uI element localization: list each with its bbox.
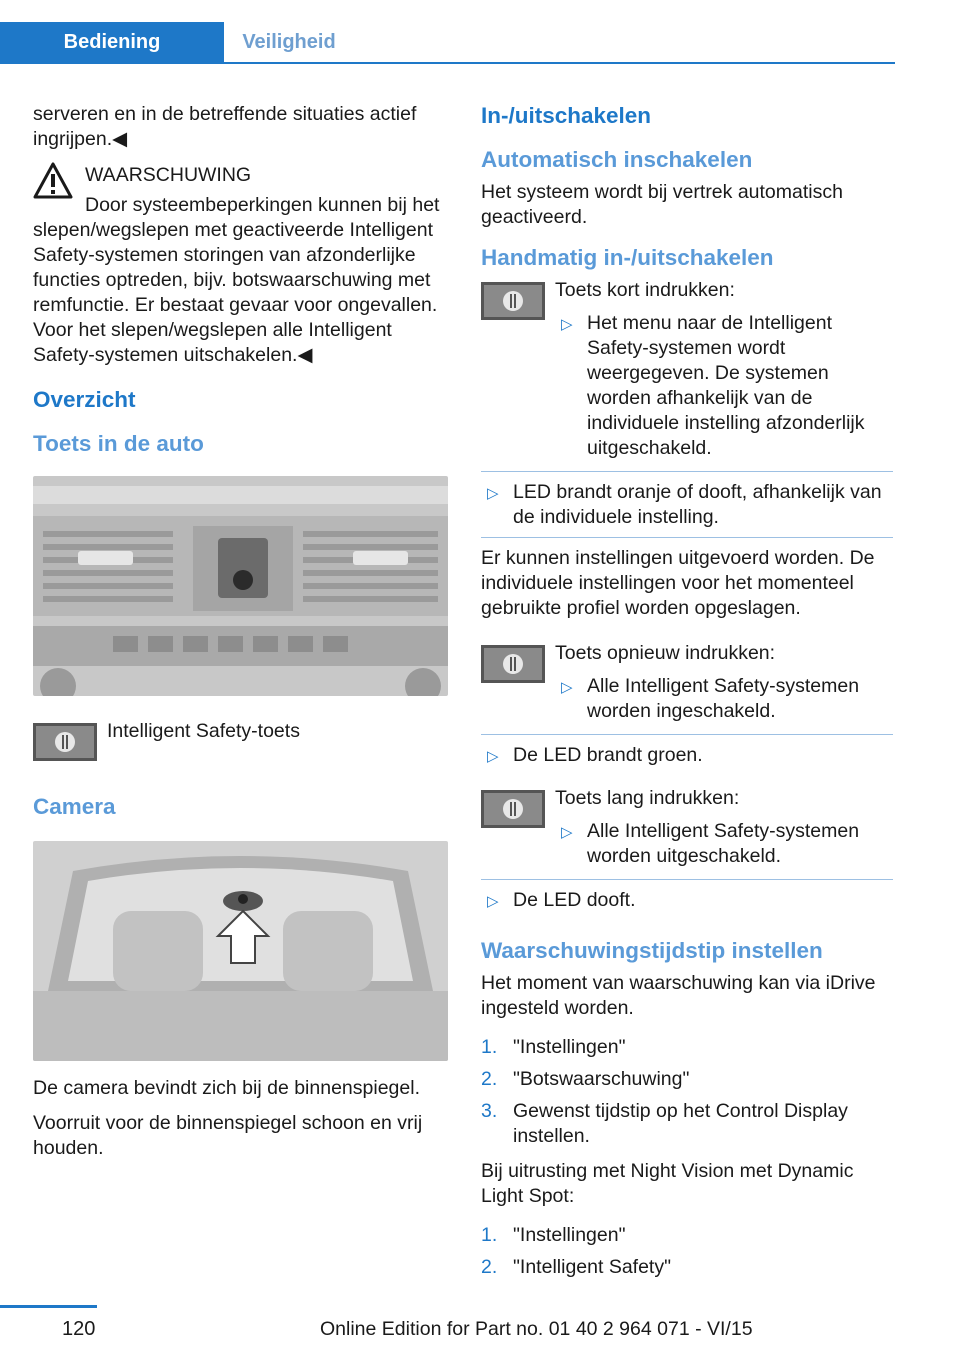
list-item: ▷ Alle Intelligent Safety-systemen worden ingeschakeld. [561,675,860,722]
heading-auto-on: Automatisch inschakelen [481,147,753,172]
heading-on-off: In-/uitschakelen [481,103,652,128]
list-item: 3. Gewenst tijdstip op het Control Display instellen. [481,1100,848,1147]
list-item: 2. "Intelligent Safety" [481,1256,672,1278]
safety-button-caption: Intelligent Safety-toets [107,720,300,742]
edition-info: Online Edition for Part no. 01 40 2 964 071 - VI/15 [320,1318,753,1340]
right-column [481,102,893,1290]
bullet-triangle-icon: ▷ [487,893,499,910]
long-press-list [555,819,893,869]
divider [481,537,893,538]
short-press-label: Toets kort indrukken: [555,279,735,301]
short-press-list [555,311,893,461]
camera-clean-text: Voorruit voor de binnenspiegel schoon en vrij houden. [33,1112,423,1159]
page-number: 120 [62,1318,96,1340]
heading-manual-on-off: Handmatig in-/uitschakelen [481,245,774,270]
again-press-row [481,641,893,724]
intro-text: serveren en in de betreffende situaties actief ingrijpen.◀ [33,103,417,150]
long-press-led-list [481,888,893,913]
heading-overview: Overzicht [33,387,136,412]
camera-location-text: De camera bevindt zich bij de binnenspiegel. [33,1077,420,1099]
chapter-tabs [0,22,895,64]
left-column [33,102,453,1171]
intelligent-safety-button-icon [481,790,545,828]
short-press-led-list [481,480,893,530]
intelligent-safety-button-icon [33,723,97,761]
intelligent-safety-button-icon [481,282,545,320]
bullet-triangle-icon: ▷ [561,316,573,333]
list-item: 1. "Instellingen" [481,1224,626,1246]
list-item: ▷ Het menu naar de Intelligent Safety-systemen wordt weergegeven. De systemen worden afhankelijk van de individuele instelling afzonderlijk uitgeschakeld. [561,312,865,459]
heading-button-in-car: Toets in de auto [33,431,204,456]
tab-veiligheid[interactable]: Veiligheid [242,31,336,53]
divider [481,471,893,472]
long-press-row [481,786,893,869]
safety-button-row [33,719,453,769]
heading-warning-timing: Waarschuwingstijdstip instellen [481,938,823,963]
bullet-triangle-icon: ▷ [487,485,499,502]
bullet-triangle-icon: ▷ [561,824,573,841]
tab-bediening[interactable]: Bediening [0,22,224,62]
list-item: ▷ De LED brandt groen. [481,743,893,768]
bullet-triangle-icon: ▷ [487,748,499,765]
footer-accent-line [0,1305,97,1308]
divider [481,879,893,880]
auto-on-text: Het systeem wordt bij vertrek automatisch geactiveerd. [481,181,843,228]
long-press-label: Toets lang indrukken: [555,787,740,809]
night-vision-text: Bij uitrusting met Night Vision met Dynamic Light Spot: [481,1160,854,1207]
warning-body: Door systeembeperkingen kunnen bij het slepen/wegslepen met geactiveerde Intelligent Safety-systemen storingen van afzonderlijke functies optreden, bijv. botswaarschuwing met remfunctie. Er bestaat gevaar voor ongevallen. Voor het slepen/wegslepen alle Intelligent Safety-systemen uitschakelen.◀ [33,194,440,366]
list-item: ▷ De LED dooft. [481,888,893,913]
list-item: ▷ Alle Intelligent Safety-systemen worden uitgeschakeld. [561,820,860,867]
list-item: 2. "Botswaarschuwing" [481,1068,690,1090]
bullet-triangle-icon: ▷ [561,679,573,696]
night-vision-steps [481,1223,893,1280]
camera-photo [33,841,448,1061]
divider [481,734,893,735]
again-press-label: Toets opnieuw indrukken: [555,642,776,664]
again-press-led-list [481,743,893,768]
warning-triangle-icon [33,162,73,200]
timing-text: Het moment van waarschuwing kan via iDrive ingesteld worden. [481,972,876,1019]
list-item: 1. "Instellingen" [481,1036,626,1058]
settings-text: Er kunnen instellingen uitgevoerd worden. De individuele instellingen voor het momenteel gebruikte profiel worden opgeslagen. [481,547,875,619]
intelligent-safety-button-icon [481,645,545,683]
heading-camera: Camera [33,794,116,819]
again-press-list [555,674,893,724]
warning-title: WAARSCHUWING [85,164,252,186]
dashboard-photo [33,476,448,696]
list-item: ▷ LED brandt oranje of dooft, afhankelijk van de individuele instelling. [487,481,882,528]
warning-block [33,162,453,368]
timing-steps [481,1035,893,1149]
short-press-row [481,278,893,461]
